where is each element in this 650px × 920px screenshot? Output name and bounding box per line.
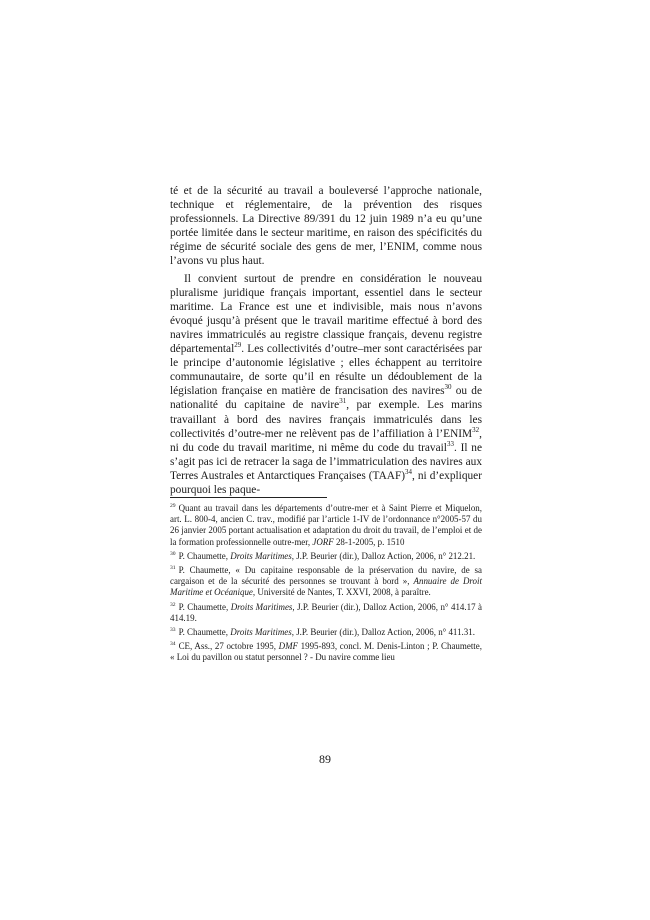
footnotes [170,503,482,667]
footnote-32 [170,602,482,624]
footnote-ref-29[interactable]: 29 [234,341,242,350]
footnote-text: CE, Ass., 27 octobre 1995, [178,641,279,652]
footnote-number: 29 [170,503,176,510]
footnote-italic: Annuaire de Droit Maritime et Océanique [170,576,482,598]
paragraph-2-part-g: , ni d’expliquer pourquoi les paque- [170,469,482,496]
paragraph-1: té et de la sécurité au travail a bouleversé l’approche nationale, technique et réglementaire, de la prévention des risques professionnels. La Directive 89/391 du 12 juin 1989 n’a eu qu’une portée limitée dans le secteur maritime, en raison des spécificités du régime de sécurité sociale des gens de mer, l’ENIM, comme nous l’avons vu plus haut. [170,185,482,268]
paragraph-2 [170,272,482,498]
footnote-29 [170,503,482,548]
footnote-ref-33[interactable]: 33 [446,439,454,448]
footnote-italic: DMF [278,641,298,652]
footnote-ref-34[interactable]: 34 [405,468,413,477]
footnote-italic: Droits Maritimes [230,550,292,561]
footnote-33 [170,627,482,638]
footnote-italic: Droits Maritimes [230,627,292,638]
footnote-text-after: , J.P. Beurier (dir.), Dalloz Action, 2006, n° 411.31. [291,627,475,638]
footnote-ref-31[interactable]: 31 [339,397,347,406]
footnote-30 [170,551,482,562]
footnote-text: P. Chaumette, [178,550,231,561]
footnote-text-after: 1995-893, concl. M. Denis-Linton ; P. Chaumette, « Loi du pavillon ou statut personnel ? - Du navire comme lieu [170,641,482,663]
paragraph-2-part-f: . Il ne s’agit pas ici de retracer la saga de l’immatriculation des navires aux Terres Australes et Antarctiques Françaises (TAAF) [170,441,482,482]
footnote-number: 32 [170,601,176,608]
footnote-ref-32[interactable]: 32 [472,425,480,434]
footnote-number: 34 [170,641,176,648]
footnote-ref-30[interactable]: 30 [444,383,452,392]
footnote-text: P. Chaumette, « Du capitaine responsable de la préservation du navire, de sa cargaison et de la sécurité des personnes se trouvant à bord », [170,565,482,587]
footnote-italic: JORF [312,536,334,547]
footnote-italic: Droits Maritimes [230,601,293,612]
footnote-number: 31 [170,565,176,572]
footnote-31 [170,565,482,599]
paragraph-2-part-e: , ni du code du travail maritime, ni même du code du travail [170,427,482,454]
paragraph-2-part-c: ou de nationalité du capitaine de navire [170,385,482,412]
footnote-text-after: , J.P. Beurier (dir.), Dalloz Action, 2006, n° 212.21. [291,550,476,561]
footnote-34 [170,641,482,663]
main-text [170,184,482,497]
footnote-number: 33 [170,627,176,634]
paragraph-2-part-a: Il convient surtout de prendre en considération le nouveau pluralisme juridique français important, essentiel dans le secteur maritime. La France est une et indivisible, mais nous n’avons évoqué jusqu’à présent que le travail maritime effectué à bord des navires immatriculés au registre classique français, devenu registre départemental [170,272,482,356]
paragraph-2-part-b: . Les collectivités d’outre–mer sont caractérisées par le principe d’autonomie législative ; elles échappent au territoire communautaire, de sorte qu’il en résulte un dédoublement de la législation française en matière de francisation des navires [170,343,482,398]
footnote-text: Quant au travail dans les départements d’outre-mer et à Saint Pierre et Miquelon, art. L. 800-4, ancien C. trav., modifié par l’article 1-IV de l’ordonnance n°2005-57 du 26 janvier 2005 portant actualisation et adaptation du droit du travail, de l’emploi et de la formation professionnelle outre-mer, [170,503,482,547]
footnote-text-after: , J.P. Beurier (dir.), Dalloz Action, 2006, n° 414.17 à 414.19. [170,601,482,623]
page-number: 89 [319,752,331,766]
footnote-text: P. Chaumette, [178,601,231,612]
footnote-text: P. Chaumette, [178,627,231,638]
footnote-text-after: 28-1-2005, p. 1510 [333,536,405,547]
footnote-text-after: , Université de Nantes, T. XXVI, 2008, à paraître. [252,587,431,598]
footnote-number: 30 [170,550,176,557]
paragraph-2-part-d: , par exemple. Les marins travaillant à bord des navires français immatriculés dans les collectivités d’outre-mer ne relèvent pas de l’affiliation à l’ENIM [170,399,482,440]
footnote-separator [170,497,327,498]
